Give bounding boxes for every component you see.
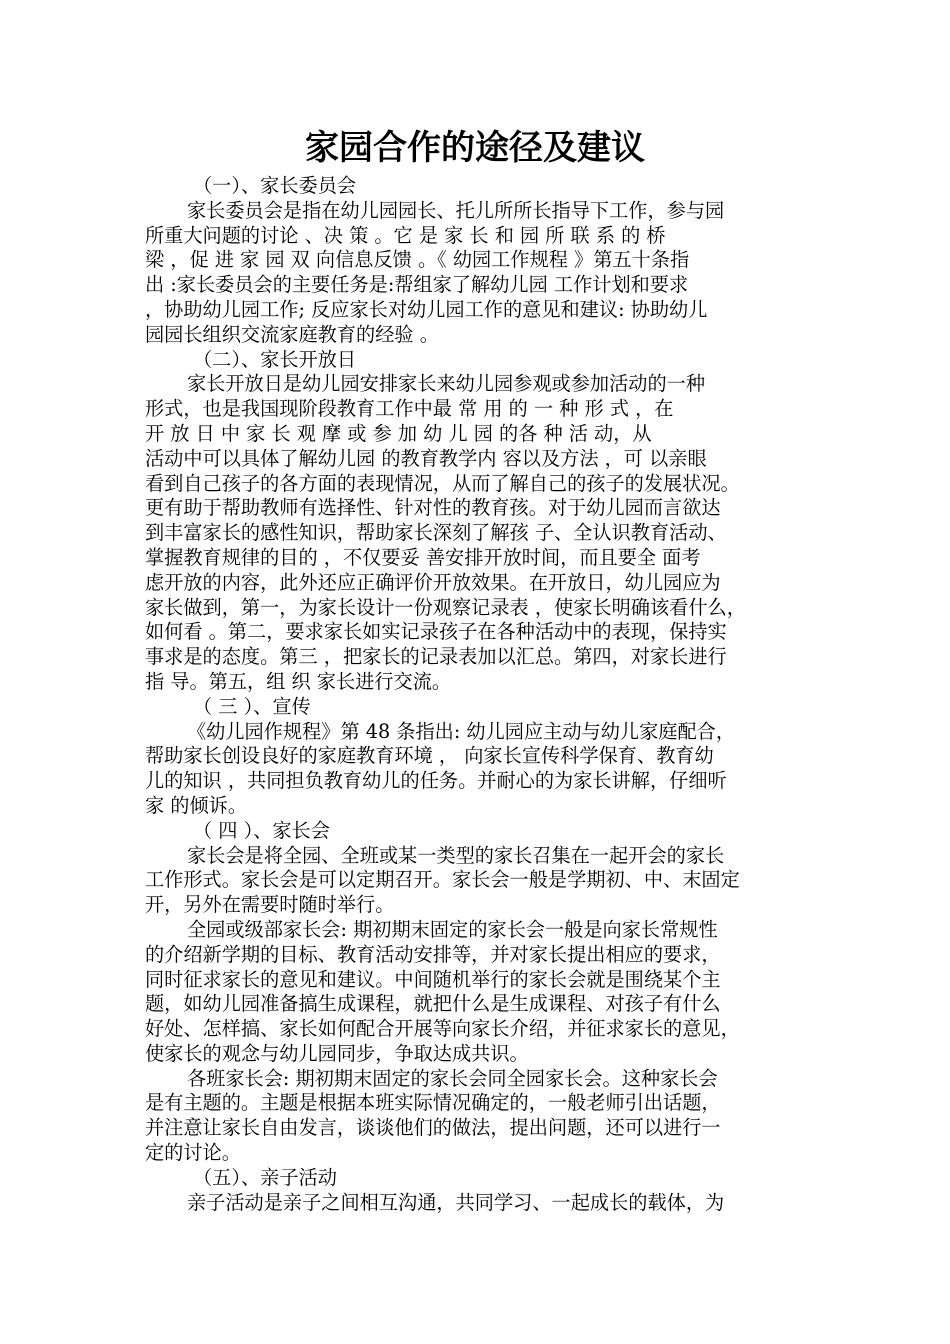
text-line: ，协助幼儿园工作; 反应家长对幼儿园工作的意见和建议: 协助幼儿: [145, 297, 708, 321]
text-line: 更有助于帮助教师有选择性、针对性的教育孩。对于幼儿园而言欲达: [145, 496, 721, 520]
paragraph-first-line: 家长会是将全园、全班或某一类型的家长召集在一起开会的家长: [187, 843, 725, 867]
paragraph-first-line: 《幼儿园作规程》第 48 条指出: 幼儿园应主动与幼儿家庭配合，: [187, 719, 736, 743]
text-line: 同时征求家长的意见和建议。中间随机举行的家长会就是围绕某个主: [145, 967, 721, 991]
text-line: 家长做到，第一，为家长设计一份观察记录表 ，使家长明确该看什么，: [145, 595, 746, 619]
text-line: 帮助家长创设良好的家庭教育环境 ， 向家长宣传科学保育、教育幼: [145, 744, 714, 768]
paragraph-first-line: 家长开放日是幼儿园安排家长来幼儿园参观或参加活动的一种: [187, 372, 706, 396]
text-line: 的介绍新学期的目标、教育活动安排等，并对家长提出相应的要求，: [145, 942, 721, 966]
text-line: 看到自己孩子的各方面的表现情况，从而了解自己的孩子的发展状况。: [145, 471, 740, 495]
text-line: 定的讨论。: [145, 1141, 241, 1165]
text-line: 开 放 日 中 家 长 观 摩 或 参 加 幼 儿 园 的各 种 活 动，从: [145, 421, 652, 445]
text-line: 指 导。第五，组 织 家长进行交流。: [145, 669, 452, 693]
text-line: 梁 ，促 进 家 园 双 向信息反馈 。《 幼园工作规程 》第五十条指: [145, 248, 690, 272]
paragraph-first-line: 全园或级部家长会: 期初期末固定的家长会一般是向家长常规性: [187, 917, 718, 941]
document-title: 家园合作的途径及建议: [305, 128, 645, 168]
text-line: 开，另外在需要时随时举行。: [145, 893, 395, 917]
text-line: 事求是的态度。第三 ，把家长的记录表加以汇总。第四，对家长进行: [145, 645, 727, 669]
text-line: 所重大问题的讨论 、决 策 。它 是 家 长 和 园 所 联 系 的 桥: [145, 223, 666, 247]
text-line: 形式，也是我国现阶段教育工作中最 常 用 的 一 种 形 式 ，在: [145, 397, 674, 421]
text-line: 是有主题的。主题是根据本班实际情况确定的，一般老师引出话题，: [145, 1091, 721, 1115]
section-heading: （ 三 ）、宣传: [193, 694, 311, 718]
text-line: 掌握教育规律的目的 ，不仅要妥 善安排开放时间，而且要全 面考: [145, 545, 701, 569]
text-line: 到丰富家长的感性知识，帮助家长深刻了解孩 子、全认识教育活动、: [145, 521, 727, 545]
text-line: 活动中可以具体了解幼儿园 的教育教学内 容以及方法 ，可 以亲眼: [145, 446, 707, 470]
section-heading: （五）、亲子活动: [193, 1165, 337, 1189]
paragraph-first-line: 亲子活动是亲子之间相互沟通，共同学习、一起成长的载体，为: [187, 1190, 725, 1214]
section-heading: （二）、家长开放日: [193, 347, 357, 371]
section-heading: （ 四 ）、家长会: [193, 818, 330, 842]
text-line: 题，如幼儿园准备搞生成课程，就把什么是生成课程、对孩子有什么: [145, 992, 721, 1016]
text-line: 儿的知识 ，共同担负教育幼儿的任务。并耐心的为家长讲解，仔细听: [145, 769, 727, 793]
text-line: 虑开放的内容，此外还应正确评价开放效果。在开放日，幼儿园应为: [145, 570, 721, 594]
document-body: [145, 174, 817, 1215]
text-line: 家 的倾诉。: [145, 793, 248, 817]
text-line: 并注意让家长自由发言，谈谈他们的做法，提出问题，还可以进行一: [145, 1116, 721, 1140]
text-line: 好处、怎样搞、家长如何配合开展等向家长介绍，并征求家长的意见，: [145, 1017, 740, 1041]
text-line: 使家长的观念与幼儿园同步，争取达成共识。: [145, 1041, 529, 1065]
section-heading: （一）、家长委员会: [193, 174, 357, 197]
text-line: 工作形式。家长会是可以定期召开。家长会一般是学期初、中、末固定: [145, 868, 740, 892]
text-line: 园园长组织交流家庭教育的经验 。: [145, 322, 439, 346]
paragraph-first-line: 各班家长会: 期初期末固定的家长会同全园家长会。这种家长会: [187, 1066, 718, 1090]
text-line: 出 :家长委员会的主要任务是:帮组家了解幼儿园 工作计划和要求: [145, 273, 689, 297]
text-line: 如何看 。第二，要求家长如实记录孩子在各种活动中的表现，保持实: [145, 620, 727, 644]
paragraph-first-line: 家长委员会是指在幼儿园园长、托儿所所长指导下工作，参与园: [187, 198, 725, 222]
